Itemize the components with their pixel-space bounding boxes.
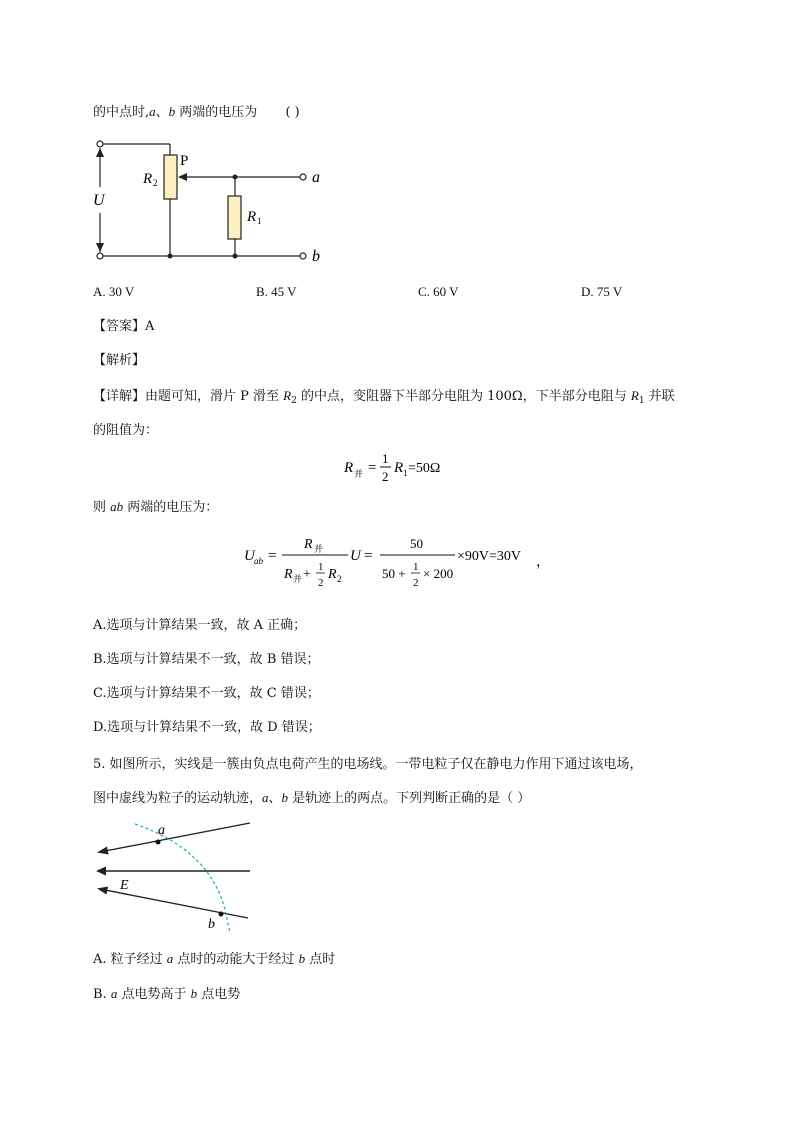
label-a: a: [312, 169, 320, 186]
svg-text:1: 1: [257, 216, 262, 226]
svg-text:R: R: [328, 567, 337, 582]
option-a[interactable]: A. 30 V: [93, 284, 135, 299]
answer-line: 【答案】A: [93, 319, 155, 334]
svg-text:×90V=30V: ×90V=30V: [457, 549, 522, 564]
formula-parallel-resistance: [340, 450, 460, 490]
q5-stem-line-2: 图中虚线为粒子的运动轨迹，a、b 是轨迹上的两点。下列判断正确的是（ ）: [93, 790, 531, 806]
point-a: [156, 840, 161, 845]
svg-text:ab: ab: [254, 556, 263, 566]
svg-text:50: 50: [410, 536, 423, 551]
detail-line-2: 的阻值为：: [93, 423, 159, 438]
label-P: P: [180, 153, 189, 169]
conclusion-a: A.选项与计算结果一致，故 A 正确；: [93, 618, 307, 633]
svg-text:并: 并: [354, 469, 364, 479]
label-a: a: [158, 823, 165, 838]
svg-text:50 +: 50 +: [382, 566, 406, 581]
field-lines-figure: [90, 815, 260, 940]
svg-text:R: R: [344, 460, 354, 476]
svg-text:并: 并: [314, 544, 324, 554]
svg-text:U: U: [350, 548, 361, 564]
terminal-b: [300, 253, 306, 259]
formula-voltage: [240, 530, 560, 592]
option-c[interactable]: C. 60 V: [418, 284, 459, 299]
q5-option-a[interactable]: A. 粒子经过 a 点时的动能大于经过 b 点时: [93, 951, 336, 967]
label-U: U: [93, 192, 105, 209]
label-b: b: [208, 917, 215, 932]
conclusion-c: C.选项与计算结果不一致，故 C 错误；: [93, 686, 320, 701]
svg-text:=: =: [268, 548, 277, 564]
svg-text:R: R: [284, 567, 293, 582]
svg-text:U: U: [244, 548, 255, 564]
q4-stem: 的中点时,a、b 两端的电压为 ( ): [93, 104, 300, 120]
label-b: b: [312, 248, 320, 265]
svg-text:R: R: [304, 537, 313, 552]
field-line-1: [100, 823, 250, 852]
svg-text:+: +: [303, 567, 311, 582]
point-b: [219, 912, 224, 917]
svg-text:=: =: [368, 460, 377, 476]
svg-text:1: 1: [382, 451, 389, 466]
label-R2: R: [143, 171, 153, 187]
conclusion-b: B.选项与计算结果不一致，故 B 错误；: [93, 652, 320, 667]
label-E: E: [120, 878, 129, 893]
option-d[interactable]: D. 75 V: [581, 284, 623, 299]
terminal-bottom-left: [97, 253, 103, 259]
q5-stem-line-1: 5. 如图所示，实线是一簇由负点电荷产生的电场线。一带电粒子仅在静电力作用下通过该电场，: [93, 757, 643, 772]
svg-text:2: 2: [318, 577, 324, 589]
svg-text:2: 2: [382, 469, 389, 484]
option-b[interactable]: B. 45 V: [256, 284, 297, 299]
svg-text:2: 2: [337, 574, 342, 584]
svg-text:1: 1: [413, 561, 419, 573]
resistor-R1: [228, 196, 241, 239]
svg-text:=: =: [364, 548, 373, 564]
conclusion-d: D.选项与计算结果不一致，故 D 错误；: [93, 720, 321, 735]
svg-text:并: 并: [293, 574, 303, 584]
terminal-top-left: [97, 141, 103, 147]
resistor-R2: [164, 155, 177, 199]
analysis-tag: 【解析】: [93, 353, 146, 368]
circuit-diagram: [85, 135, 345, 270]
svg-text:R: R: [394, 460, 404, 476]
terminal-a: [300, 174, 306, 180]
detail-line-3: 则 ab 两端的电压为：: [93, 499, 219, 515]
svg-text:=50Ω: =50Ω: [408, 461, 441, 476]
label-R1: R: [247, 209, 257, 225]
svg-text:1: 1: [403, 468, 408, 478]
detail-line-1: 【详解】由题可知，滑片 P 滑至 $R_2$ 的中点，变阻器下半部分电阻为 100Ω，下半部分电阻与 $R_1$ 并联: [93, 388, 675, 406]
q5-option-b[interactable]: B. a 点电势高于 b 点电势: [93, 986, 241, 1002]
svg-text:× 200: × 200: [423, 566, 454, 581]
svg-text:2: 2: [153, 178, 158, 188]
svg-text:2: 2: [413, 577, 419, 589]
svg-text:，: ，: [536, 555, 550, 570]
svg-text:1: 1: [318, 561, 324, 573]
slider-arrow: [178, 173, 187, 181]
trajectory-curve: [135, 824, 230, 933]
